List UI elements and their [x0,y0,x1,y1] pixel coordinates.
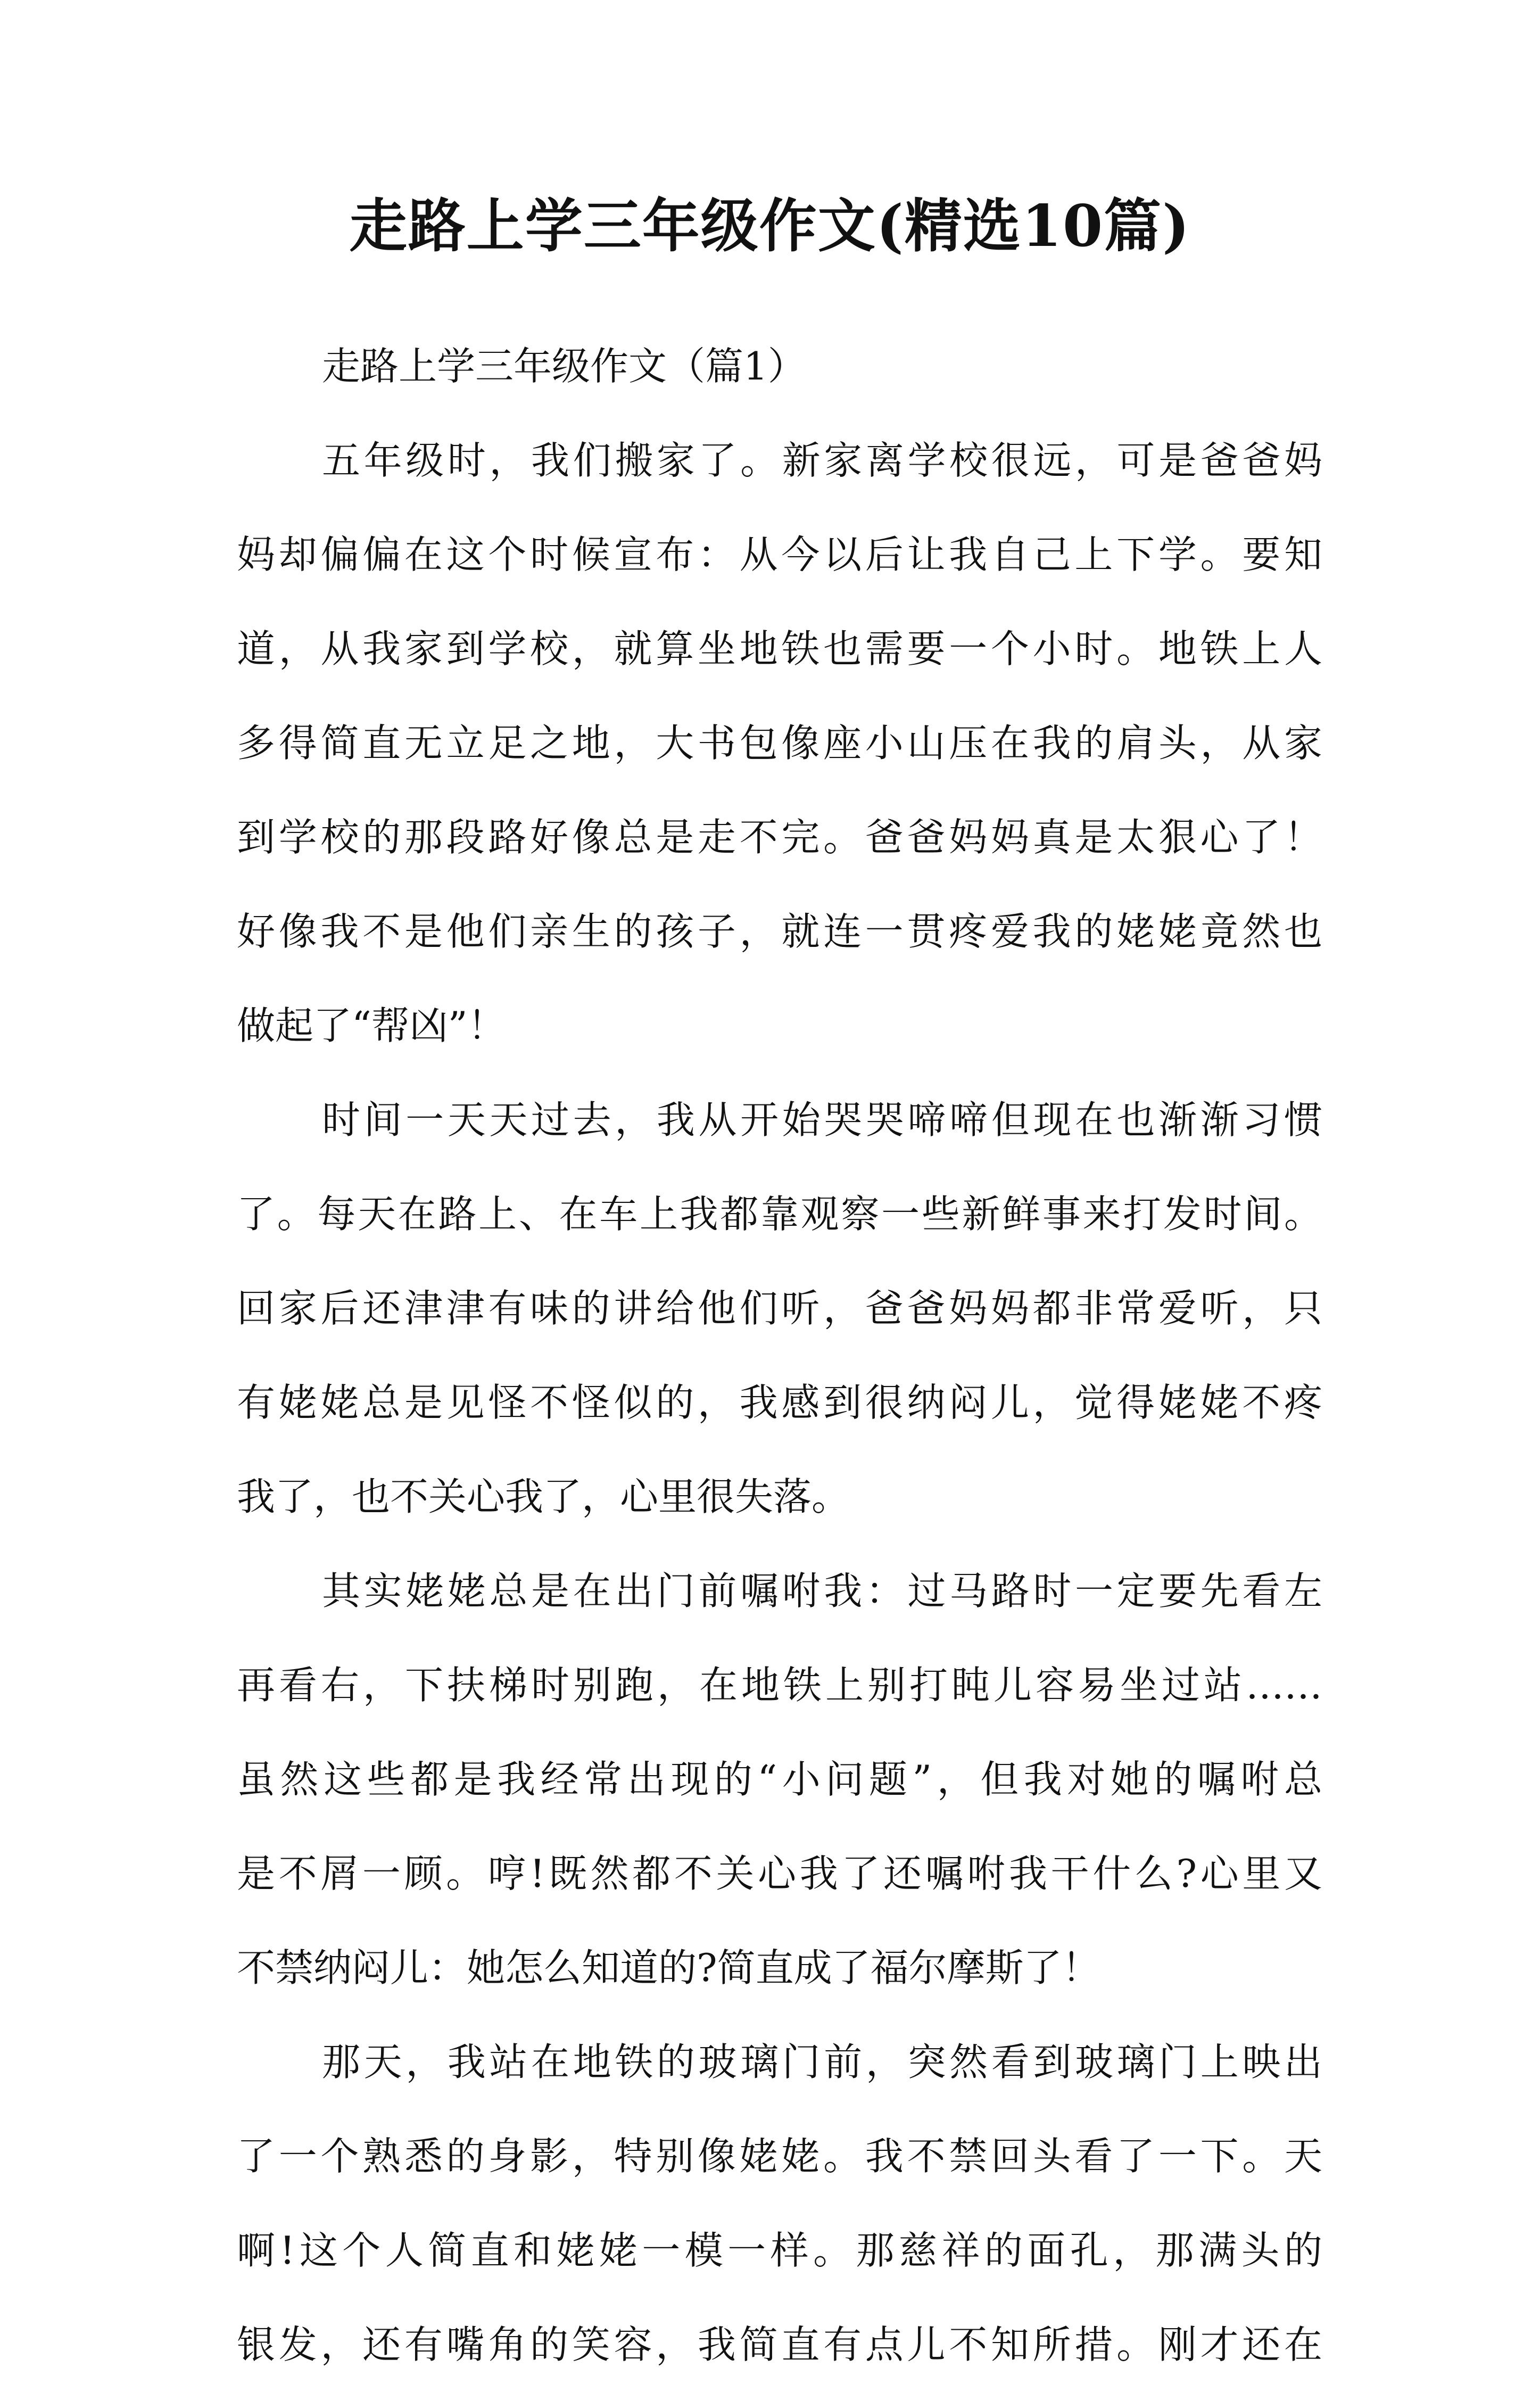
section-heading: 走路上学三年级作文（篇1） [322,344,806,389]
paragraph [237,1073,1322,1544]
text-line: 回家后还津津有味的讲给他们听，爸爸妈妈都非常爱听，只 [237,1286,1322,1331]
text-line: 那天，我站在地铁的玻璃门前，突然看到玻璃门上映出 [322,2040,1322,2084]
text-line: 我了，也不关心我了，心里很失落。 [237,1474,850,1519]
text-line: 多得简直无立足之地，大书包像座小山压在我的肩头，从家 [237,721,1322,765]
document-body [237,319,1322,2392]
text-line: 时间一天天过去，我从开始哭哭啼啼但现在也渐渐习惯 [322,1098,1322,1142]
text-line: 到学校的那段路好像总是走不完。爸爸妈妈真是太狠心了！ [237,815,1322,860]
text-line: 有姥姥总是见怪不怪似的，我感到很纳闷儿，觉得姥姥不疼 [237,1380,1322,1425]
text-line: 其实姥姥总是在出门前嘱咐我：过马路时一定要先看左 [322,1569,1322,1613]
paragraph [237,2015,1322,2392]
paragraph [237,414,1322,1073]
text-line: 五年级时，我们搬家了。新家离学校很远，可是爸爸妈 [322,438,1322,483]
text-line: 是不屑一顾。哼!既然都不关心我了还嘱咐我干什么?心里又 [237,1851,1322,1896]
text-line: 做起了“帮凶”！ [237,1003,506,1048]
paragraph [237,1544,1322,2015]
text-line: 啊!这个人简直和姥姥一模一样。那慈祥的面孔，那满头的 [237,2228,1322,2273]
document-title: 走路上学三年级作文(精选10篇) [349,193,1191,260]
text-line: 了。每天在路上、在车上我都靠观察一些新鲜事来打发时间。 [237,1192,1322,1236]
text-line: 再看右，下扶梯时别跑，在地铁上别打盹儿容易坐过站…… [237,1663,1322,1708]
text-line: 道，从我家到学校，就算坐地铁也需要一个小时。地铁上人 [237,626,1322,671]
text-line: 不禁纳闷儿：她怎么知道的?简直成了福尔摩斯了！ [237,1945,1100,1990]
text-line: 虽然这些都是我经常出现的“小问题”，但我对她的嘱咐总 [237,1757,1322,1802]
text-line: 银发，还有嘴角的笑容，我简直有点儿不知所措。刚才还在 [237,2322,1322,2367]
text-line: 妈却偏偏在这个时候宣布：从今以后让我自己上下学。要知 [237,532,1322,577]
text-line: 了一个熟悉的身影，特别像姥姥。我不禁回头看了一下。天 [237,2134,1322,2179]
text-line: 好像我不是他们亲生的孩子，就连一贯疼爱我的姥姥竟然也 [237,909,1322,954]
